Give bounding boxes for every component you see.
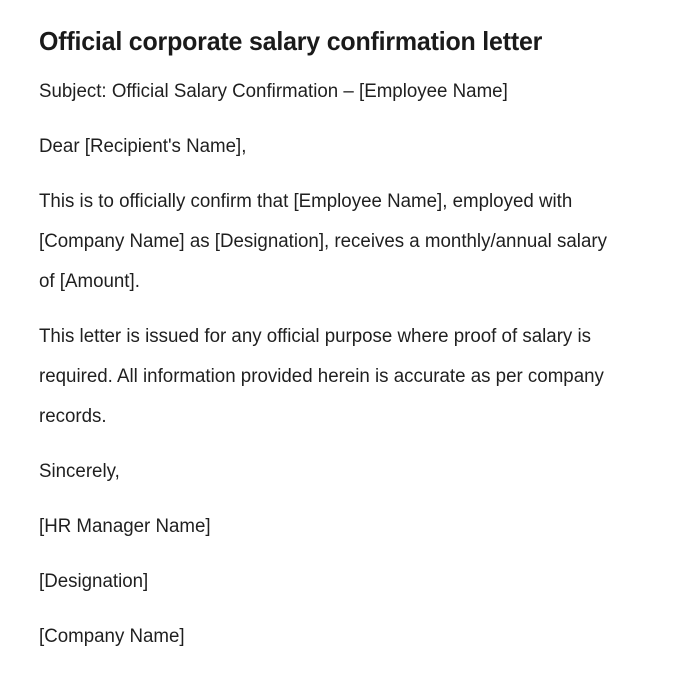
- letter-subject-line: Subject: Official Salary Confirmation – [Employee Name]: [39, 81, 508, 102]
- letter-body: [39, 72, 660, 657]
- page-title: Official corporate salary confirmation letter: [39, 26, 543, 56]
- letter-paragraph-confirmation: This is to officially confirm that [Employee Name], employed with [Company Name] as [Designation], receives a monthly/annual salary of [Amount].: [39, 191, 607, 292]
- signature-designation: [Designation]: [39, 571, 149, 592]
- signature-company-name: [Company Name]: [39, 626, 185, 647]
- letter-paragraph-purpose: This letter is issued for any official purpose where proof of salary is required. All information provided herein is accurate as per company records.: [39, 326, 604, 427]
- signature-hr-manager-name: [HR Manager Name]: [39, 516, 211, 537]
- letter-salutation: Dear [Recipient's Name],: [39, 136, 247, 157]
- letter-closing: Sincerely,: [39, 461, 120, 482]
